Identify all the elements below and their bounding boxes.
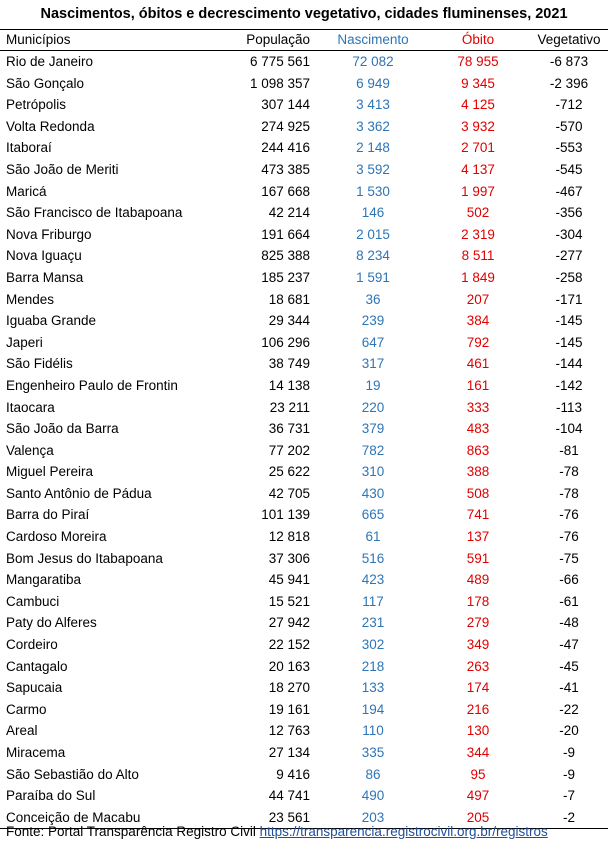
cell-populacao: 6 775 561 (249, 54, 310, 69)
cell-municipio: Cordeiro (6, 637, 58, 653)
table-row (0, 677, 608, 699)
cell-nascimento: 61 (365, 529, 381, 545)
cell-nascimento: 490 (361, 788, 385, 804)
cell-populacao: 14 138 (268, 377, 310, 393)
header-nascimento: Nascimento (314, 30, 432, 51)
cell-municipio: Valença (6, 442, 54, 458)
cell-obito: 161 (466, 377, 490, 393)
table-row (0, 656, 608, 678)
cell-municipio: Santo Antônio de Pádua (6, 485, 152, 501)
source-link[interactable]: https://transparencia.registrocivil.org.br/registros (259, 824, 548, 839)
cell-municipio: Barra do Piraí (6, 507, 90, 523)
table-row (0, 245, 608, 267)
cell-vegetativo: -76 (559, 507, 579, 523)
cell-vegetativo: -9 (562, 745, 575, 760)
cell-vegetativo: -6 873 (549, 54, 589, 69)
cell-obito: 508 (466, 485, 490, 501)
cell-obito: 489 (466, 572, 490, 588)
cell-nascimento: 3 413 (356, 97, 390, 113)
cell-municipio: Carmo (6, 701, 47, 717)
cell-obito: 741 (466, 507, 490, 523)
cell-municipio: Cantagalo (6, 658, 68, 674)
cell-obito: 95 (470, 766, 486, 782)
cell-municipio: Bom Jesus do Itabapoana (6, 550, 163, 566)
table-row (0, 181, 608, 203)
cell-populacao: 1 098 357 (249, 75, 310, 91)
cell-nascimento: 146 (361, 205, 385, 221)
table-row (0, 418, 608, 440)
cell-nascimento: 203 (314, 807, 432, 829)
cell-obito: 333 (466, 399, 490, 415)
header-populacao: População (232, 30, 314, 51)
table-row (0, 720, 608, 742)
cell-obito: 78 955 (457, 54, 499, 69)
cell-vegetativo: -22 (559, 701, 579, 717)
table-row (0, 612, 608, 634)
table-row (0, 742, 608, 764)
cell-municipio: São Sebastião do Alto (6, 766, 139, 782)
table-row (0, 461, 608, 483)
cell-nascimento: 239 (361, 313, 385, 329)
cell-municipio: Petrópolis (6, 97, 67, 113)
cell-nascimento: 194 (361, 701, 385, 717)
cell-populacao: 244 416 (261, 140, 310, 156)
cell-nascimento: 2 015 (356, 226, 390, 242)
page-title: Nascimentos, óbitos e decrescimento vegetativo, cidades fluminenses, 2021 (40, 6, 568, 22)
cell-populacao: 77 202 (268, 442, 310, 458)
cell-municipio: Itaboraí (6, 140, 52, 156)
cell-populacao: 37 306 (268, 550, 310, 566)
cell-populacao: 473 385 (261, 161, 310, 177)
cell-vegetativo: -47 (559, 637, 579, 653)
table-row (0, 353, 608, 375)
cell-nascimento: 218 (361, 658, 385, 674)
cell-vegetativo: -61 (559, 593, 579, 609)
header-municipios: Municípios (0, 30, 232, 51)
cell-populacao: 45 941 (268, 572, 310, 588)
cell-municipio: Barra Mansa (6, 269, 84, 285)
cell-vegetativo: -81 (559, 442, 579, 458)
cell-populacao: 274 925 (261, 118, 310, 134)
cell-nascimento: 231 (361, 615, 385, 631)
cell-nascimento: 647 (361, 334, 385, 350)
cell-vegetativo: -66 (559, 572, 579, 588)
cell-vegetativo: -78 (559, 464, 579, 480)
cell-obito: 1 849 (461, 269, 495, 285)
cell-municipio: Itaocara (6, 399, 55, 415)
table-row (0, 137, 608, 159)
cell-obito: 384 (466, 313, 490, 329)
cell-obito: 178 (466, 593, 490, 609)
cell-populacao: 9 416 (276, 766, 310, 782)
cell-vegetativo: -2 396 (549, 75, 589, 91)
cell-nascimento: 8 234 (356, 248, 390, 264)
table-row (0, 440, 608, 462)
cell-municipio: Miguel Pereira (6, 464, 94, 480)
cell-vegetativo: -41 (559, 680, 579, 696)
table-row (0, 569, 608, 591)
table-row (0, 526, 608, 548)
cell-obito: 216 (466, 701, 490, 717)
cell-obito: 502 (466, 205, 490, 221)
cell-nascimento: 782 (361, 442, 385, 458)
cell-obito: 349 (466, 637, 490, 653)
table-row (0, 332, 608, 354)
cell-nascimento: 6 949 (356, 75, 390, 91)
header-vegetativo: Vegetativo (524, 30, 608, 51)
cell-vegetativo: -20 (559, 723, 579, 739)
cell-obito: 863 (466, 442, 490, 458)
cell-obito: 461 (466, 356, 490, 372)
cell-vegetativo: -145 (555, 334, 583, 350)
cell-nascimento: 1 530 (356, 183, 390, 199)
cell-populacao: 25 622 (268, 464, 310, 480)
footer (6, 822, 548, 842)
cell-obito: 1 997 (461, 183, 495, 199)
table-row (0, 591, 608, 613)
cell-obito: 9 345 (461, 75, 495, 91)
cell-obito: 4 125 (461, 97, 495, 113)
cell-populacao: 101 139 (261, 507, 310, 523)
cell-municipio: Conceição de Macabu (0, 807, 232, 829)
table-row (0, 94, 608, 116)
cell-vegetativo: -2 (524, 807, 608, 829)
cell-vegetativo: -258 (555, 269, 583, 285)
cell-municipio: Engenheiro Paulo de Frontin (6, 377, 178, 393)
cell-municipio: Paty do Alferes (6, 615, 97, 631)
cell-populacao: 44 741 (268, 788, 310, 804)
cell-populacao: 42 705 (268, 485, 310, 501)
cell-nascimento: 379 (361, 421, 385, 437)
table-row (0, 202, 608, 224)
cell-nascimento: 3 592 (356, 161, 390, 177)
table-row (0, 785, 608, 807)
cell-municipio: Miracema (6, 745, 66, 760)
cell-nascimento: 516 (361, 550, 385, 566)
cell-vegetativo: -113 (555, 399, 583, 415)
cell-vegetativo: -712 (555, 97, 583, 113)
cell-obito: 205 (432, 807, 524, 829)
cell-municipio: São Francisco de Itabapoana (6, 205, 183, 221)
cell-obito: 388 (466, 464, 490, 480)
table-row (0, 634, 608, 656)
cell-vegetativo: -9 (562, 766, 575, 782)
cell-obito: 174 (466, 680, 490, 696)
cell-populacao: 185 237 (261, 269, 310, 285)
cell-nascimento: 665 (361, 507, 385, 523)
cell-obito: 344 (466, 745, 490, 760)
cell-vegetativo: -75 (559, 550, 579, 566)
cell-vegetativo: -45 (559, 658, 579, 674)
table-row (0, 548, 608, 570)
table-row (0, 699, 608, 721)
cell-municipio: Paraíba do Sul (6, 788, 96, 804)
cell-nascimento: 335 (361, 745, 385, 760)
table-row (0, 224, 608, 246)
table-row (0, 375, 608, 397)
cell-nascimento: 19 (365, 377, 381, 393)
cell-municipio: São João de Meriti (6, 161, 119, 177)
table-row (0, 504, 608, 526)
cell-nascimento: 1 591 (356, 269, 390, 285)
cell-populacao: 29 344 (268, 313, 310, 329)
cell-obito: 207 (466, 291, 490, 307)
cell-obito: 137 (466, 529, 490, 545)
cell-nascimento: 117 (362, 593, 384, 609)
cell-populacao: 27 942 (268, 615, 310, 631)
cell-obito: 263 (466, 658, 490, 674)
cell-municipio: Nova Iguaçu (6, 248, 82, 264)
table-row (0, 764, 608, 786)
cell-nascimento: 430 (361, 485, 385, 501)
cell-vegetativo: -545 (555, 161, 583, 177)
cell-nascimento: 220 (361, 399, 385, 415)
cell-populacao: 18 681 (268, 291, 310, 307)
cell-vegetativo: -76 (559, 529, 579, 545)
cell-vegetativo: -570 (555, 118, 583, 134)
cell-populacao: 23 561 (232, 807, 314, 829)
cell-populacao: 12 818 (268, 529, 310, 545)
table-header-row (0, 30, 608, 51)
cell-nascimento: 36 (365, 291, 381, 307)
table-row (0, 483, 608, 505)
cell-obito: 591 (466, 550, 490, 566)
cell-populacao: 307 144 (261, 97, 310, 113)
cell-obito: 483 (466, 421, 490, 437)
cell-obito: 2 319 (461, 226, 495, 242)
cell-nascimento: 423 (361, 572, 385, 588)
cell-vegetativo: -7 (562, 788, 575, 804)
table-row (0, 397, 608, 419)
table-body (0, 51, 608, 829)
cell-vegetativo: -48 (559, 615, 579, 631)
table-row (0, 116, 608, 138)
cell-populacao: 12 763 (268, 723, 310, 739)
table-row (0, 51, 608, 73)
cell-vegetativo: -145 (555, 313, 583, 329)
cell-obito: 130 (466, 723, 490, 739)
cell-vegetativo: -304 (555, 226, 583, 242)
cell-populacao: 106 296 (261, 334, 310, 350)
table-row (0, 267, 608, 289)
header-obito: Óbito (432, 30, 524, 51)
cell-vegetativo: -104 (555, 421, 583, 437)
cell-obito: 279 (466, 615, 490, 631)
table-row (0, 159, 608, 181)
cell-municipio: Mangaratiba (6, 572, 82, 588)
table-row (0, 289, 608, 311)
cell-obito: 792 (466, 334, 490, 350)
cell-nascimento: 2 148 (356, 140, 390, 156)
cell-populacao: 18 270 (268, 680, 310, 696)
cell-municipio: Iguaba Grande (6, 313, 97, 329)
cell-populacao: 19 161 (268, 701, 310, 717)
cell-obito: 3 932 (461, 118, 495, 134)
cell-municipio: Nova Friburgo (6, 226, 92, 242)
cell-municipio: Areal (6, 723, 38, 739)
cell-vegetativo: -277 (555, 248, 583, 264)
cell-nascimento: 133 (361, 680, 385, 696)
cell-populacao: 191 664 (261, 226, 310, 242)
cell-vegetativo: -171 (555, 291, 583, 307)
cell-populacao: 36 731 (268, 421, 310, 437)
table-row (0, 310, 608, 332)
cell-populacao: 27 134 (268, 745, 310, 760)
cell-municipio: Volta Redonda (6, 118, 95, 134)
cell-municipio: Sapucaia (6, 680, 63, 696)
cell-vegetativo: -144 (555, 356, 583, 372)
cell-populacao: 22 152 (268, 637, 310, 653)
cell-populacao: 167 668 (261, 183, 310, 199)
cell-vegetativo: -78 (559, 485, 579, 501)
cell-nascimento: 86 (365, 766, 381, 782)
cell-municipio: Cambuci (6, 593, 60, 609)
cell-nascimento: 302 (361, 637, 385, 653)
cell-municipio: Cardoso Moreira (6, 529, 107, 545)
cell-obito: 4 137 (461, 161, 495, 177)
cell-municipio: São Fidélis (6, 356, 73, 372)
data-table (0, 29, 608, 829)
cell-populacao: 15 521 (268, 593, 310, 609)
cell-nascimento: 3 362 (356, 118, 390, 134)
cell-municipio: São Gonçalo (6, 75, 85, 91)
cell-populacao: 23 211 (269, 399, 310, 415)
cell-vegetativo: -467 (555, 183, 583, 199)
cell-nascimento: 72 082 (352, 54, 394, 69)
cell-municipio: Maricá (6, 183, 47, 199)
cell-populacao: 42 214 (268, 205, 310, 221)
cell-populacao: 38 749 (268, 356, 310, 372)
cell-populacao: 825 388 (261, 248, 310, 264)
cell-municipio: Japeri (6, 334, 43, 350)
cell-obito: 497 (466, 788, 490, 804)
cell-municipio: Rio de Janeiro (6, 54, 94, 69)
cell-nascimento: 310 (361, 464, 385, 480)
cell-municipio: Mendes (6, 291, 55, 307)
cell-municipio: São João da Barra (6, 421, 119, 437)
cell-nascimento: 110 (362, 723, 384, 739)
cell-vegetativo: -553 (555, 140, 583, 156)
cell-obito: 2 701 (461, 140, 495, 156)
cell-populacao: 20 163 (268, 658, 310, 674)
cell-nascimento: 317 (361, 356, 385, 372)
source-text: Fonte: Portal Transparência Registro Civil (6, 824, 256, 839)
cell-vegetativo: -356 (555, 205, 583, 221)
table-row (0, 73, 608, 95)
cell-vegetativo: -142 (555, 377, 583, 393)
cell-obito: 8 511 (461, 248, 495, 264)
